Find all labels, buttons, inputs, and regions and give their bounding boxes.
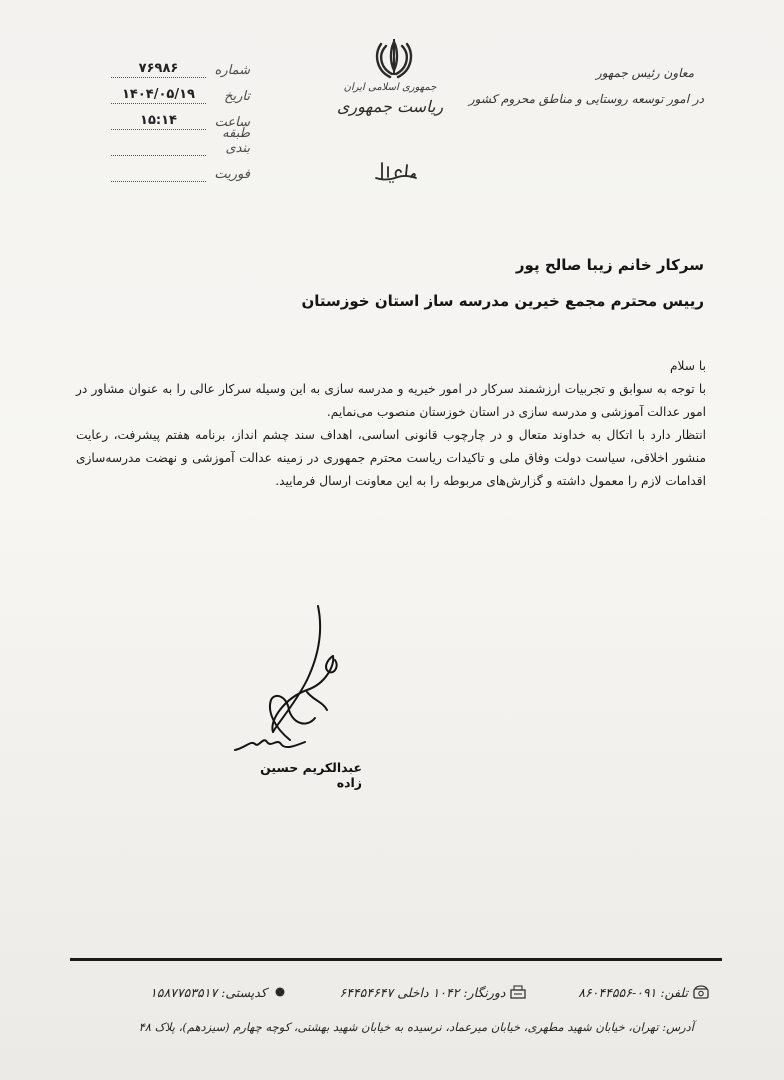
islamic-republic-label: جمهوری اسلامی ایران [343, 82, 437, 93]
footer-contacts [150, 980, 710, 1004]
greeting: با سلام [669, 359, 706, 373]
bismillah-calligraphy [370, 158, 420, 184]
meta-number-value: ۷۶۹۸۶ [111, 61, 206, 78]
letter-body [76, 355, 706, 493]
meta-date-value: ۱۴۰۴/۰۵/۱۹ [111, 87, 206, 104]
meta-date-label: تاریخ [224, 89, 250, 104]
phone-label: تلفن: [660, 984, 688, 1000]
footer-divider [70, 958, 722, 961]
meta-priority-row [100, 156, 250, 182]
body-paragraph-1: با توجه به سوابق و تجربیات ارزشمند سرکار در امور خیریه و مدرسه سازی به این وسیله سرکار عالی را به عنوان مشاور در امور عدالت آموزشی و مدرسه سازی در استان خوزستان منصوب می‌نمایم. [76, 382, 706, 419]
footer-postal [150, 985, 289, 1000]
signer-name: عبدالکریم حسین زاده [260, 760, 362, 790]
meta-number-row [100, 52, 250, 78]
office-heading [468, 66, 704, 106]
iran-emblem-icon [372, 36, 416, 80]
handwritten-signature [215, 600, 365, 760]
postal-value: ۱۵۸۷۷۵۳۵۱۷ [150, 984, 218, 1000]
vice-president-label: معاون رئیس جمهور [595, 66, 694, 80]
meta-priority-value [111, 166, 206, 182]
phone-value: ۸۶۰۴۴۵۵۶-۰۹۱ [578, 984, 657, 1000]
meta-priority-label: فوریت [214, 167, 250, 182]
recipient-name: سرکار خانم زیبا صالح پور [515, 256, 704, 274]
postal-label: کدپستی: [221, 984, 267, 1000]
presidency-label: ریاست جمهوری [336, 97, 444, 116]
footer-address: آدرس: تهران، خیابان شهید مطهری، خیابان میرعماد، نرسیده به خیابان شهید بهشتی، کوچه چهارم (سیزدهم)، پلاک ۴۸ [138, 1020, 694, 1034]
meta-number-label: شماره [214, 63, 250, 78]
meta-time-label: ساعت [214, 115, 250, 130]
letter-metadata [100, 52, 250, 182]
bullet-icon [271, 985, 289, 999]
meta-time-value: ۱۵:۱۴ [111, 113, 206, 130]
phone-icon [692, 985, 710, 999]
fax-label: دورنگار: [463, 984, 506, 1000]
office-department-label: در امور توسعه روستایی و مناطق محروم کشور [468, 92, 704, 106]
recipient-block [84, 256, 704, 310]
fax-icon [509, 985, 527, 999]
footer-phone [578, 985, 710, 1000]
government-heading [320, 82, 460, 116]
fax-extension: ۱۰۴۲ داخلی [397, 984, 460, 1000]
meta-classification-value [111, 140, 206, 156]
recipient-title: رییس محترم مجمع خیرین مدرسه ساز استان خوزستان [301, 292, 704, 310]
meta-classification-label: طبقه بندی [222, 126, 250, 156]
body-paragraph-2: انتظار دارد با اتکال به خداوند متعال و در چارچوب قانونی اساسی، اهداف سند چشم انداز، برنامه هفتم پیشرفت، رعایت منشور اخلاقی، سیاست دولت وفاق ملی و تاکیدات ریاست محترم جمهوری در زمینه عدالت آموزشی و نهضت مدرسه‌سازی اقدامات لازم را معمول داشته و گزارش‌های مربوطه را به این معاونت ارسال فرمایید. [76, 428, 706, 488]
footer-fax [340, 985, 528, 1000]
meta-classification-row [100, 126, 250, 156]
fax-value: ۶۴۴۵۴۶۴۷ [339, 984, 394, 1000]
meta-date-row [100, 78, 250, 104]
